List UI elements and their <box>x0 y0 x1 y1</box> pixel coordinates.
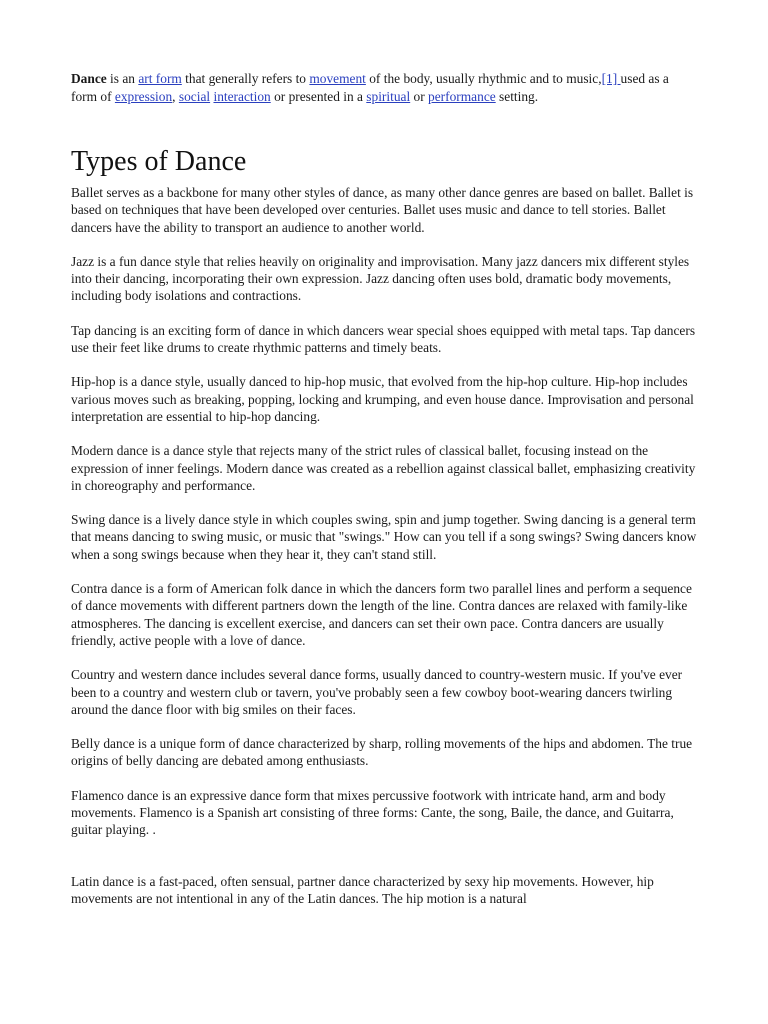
paragraph-modern: Modern dance is a dance style that rejects many of the strict rules of classical ballet, focusing instead on the expression of inner feelings. Modern dance was created as a rebellion against classical ballet, emphasizing creativity in choreography and performance. <box>71 443 696 493</box>
link-art-form[interactable]: art form <box>138 71 182 86</box>
dance-term: Dance <box>71 71 107 86</box>
link-spiritual[interactable]: spiritual <box>366 89 411 104</box>
paragraph-country-western: Country and western dance includes several dance forms, usually danced to country-western music. If you've ever been to a country and western club or tavern, you've probably seen a few cowboy boot-wearing dancers twirling around the dance floor with big smiles on their faces. <box>71 667 683 717</box>
link-reference-1[interactable]: [1] <box>601 71 621 86</box>
intro-text: is an <box>106 71 139 86</box>
link-expression[interactable]: expression <box>114 89 173 104</box>
link-movement[interactable]: movement <box>309 71 366 86</box>
intro-text: setting. <box>495 89 539 104</box>
paragraph-jazz: Jazz is a fun dance style that relies heavily on originality and improvisation. Many jazz dancers mix different styles into their dancing, incorporating their own expression. Jazz dancing often uses bold, dramatic body movements, including body isolations and contractions. <box>71 253 690 304</box>
intro-text: used as a form of <box>71 71 669 104</box>
section-heading: Types of Dance <box>71 146 247 177</box>
paragraph-contra: Contra dance is a form of American folk dance in which the dancers form two parallel lines and perform a sequence of dance movements with different partners down the length of the line. Contra dances are relaxed with family-like atmospheres. The dancing is excellent exercise, and dancers can set their own pace. Contra dancers are usually friendly, active people with a love of dance. <box>71 581 692 648</box>
paragraph-belly: Belly dance is a unique form of dance characterized by sharp, rolling movements of the hips and abdomen. The true origins of belly dancing are debated among enthusiasts. <box>71 736 693 769</box>
paragraph-tap: Tap dancing is an exciting form of dance in which dancers wear special shoes equipped with metal taps. Tap dancers use their feet like drums to create rhythmic patterns and timely beats. <box>71 322 696 356</box>
link-performance[interactable]: performance <box>428 89 496 104</box>
intro-text: of the body, usually rhythmic and to music, <box>365 71 602 86</box>
paragraph-hip-hop: Hip-hop is a dance style, usually danced to hip-hop music, that evolved from the hip-hop culture. Hip-hop includes various moves such as breaking, popping, locking and krumping, and even house dance. Improvisation and personal interpretation are essential to hip-hop dancing. <box>71 374 694 424</box>
intro-text: or <box>410 89 429 104</box>
paragraph-latin: Latin dance is a fast-paced, often sensual, partner dance characterized by sexy hip movements. However, hip movements are not intentional in any of the Latin dances. The hip motion is a natural <box>71 873 654 906</box>
intro-paragraph <box>71 70 697 106</box>
intro-text: , <box>172 89 179 104</box>
document-page <box>71 70 697 924</box>
paragraph-ballet: Ballet serves as a backbone for many other styles of dance, as many other dance genres are based on ballet. Ballet is based on techniques that have been developed over centuries. Ballet uses music and dance to tell stories. Ballet dancers have the ability to transport an audience to another world. <box>71 185 694 235</box>
paragraph-flamenco: Flamenco dance is an expressive dance form that mixes percussive footwork with intricate hand, arm and body movements. Flamenco is a Spanish art consisting of three forms: Cante, the song, Baile, the dance, and Guitarra, guitar playing. . <box>71 787 674 838</box>
paragraph-swing: Swing dance is a lively dance style in which couples swing, spin and jump together. Swing dancing is a general term that means dancing to swing music, or music that "swings." How can you tell if a song swings? Swing dancers know when a song swings because when they hear it, they can't stand still. <box>71 512 697 562</box>
intro-text: or presented in a <box>270 89 367 104</box>
intro-text: that generally refers to <box>181 71 310 86</box>
link-social[interactable]: social <box>178 89 211 104</box>
link-interaction[interactable]: interaction <box>213 89 271 104</box>
